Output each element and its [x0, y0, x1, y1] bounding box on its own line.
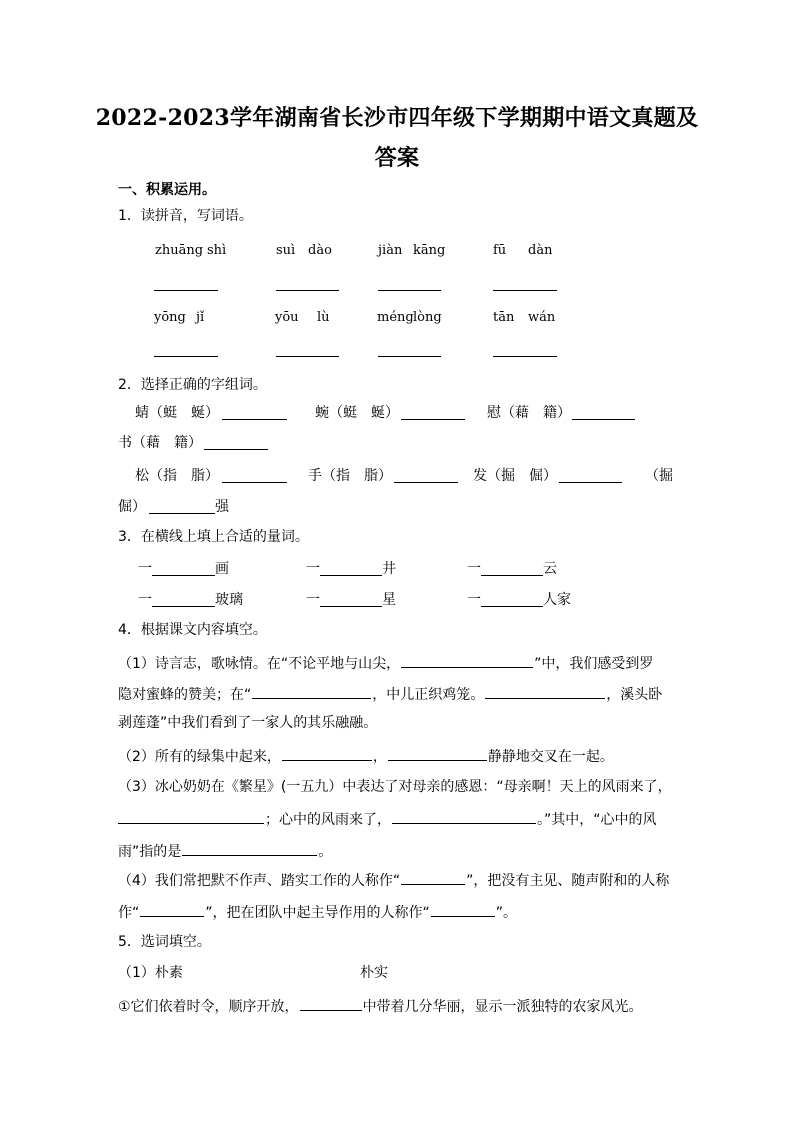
answer-blank[interactable]	[392, 808, 536, 824]
answer-blank[interactable]	[118, 808, 264, 824]
pinyin-syllable: lù	[317, 310, 330, 325]
word-choice-item: 发（掘 倔）	[473, 468, 557, 484]
measure-prefix: 一	[138, 561, 152, 577]
pinyin-syllable: méng	[377, 310, 414, 325]
text: （4）我们常把默不作声、踏实工作的人称作“	[118, 873, 401, 889]
text: ”，把没有主见、随声附和的人称	[466, 873, 670, 889]
pinyin-syllable: yōu	[275, 310, 299, 325]
answer-blank[interactable]	[154, 290, 218, 291]
question-2-prompt: 2．选择正确的字组词。	[118, 377, 267, 393]
text: （2）所有的绿集中起来，	[118, 749, 281, 765]
answer-blank[interactable]	[252, 683, 371, 699]
pinyin-syllable: tān	[493, 310, 515, 325]
answer-blank[interactable]	[152, 575, 215, 576]
answer-blank[interactable]	[394, 482, 458, 483]
answer-blank[interactable]	[222, 419, 287, 420]
word-choice-item: 手（指 脂）	[308, 468, 392, 484]
measure-prefix: 一	[467, 561, 481, 577]
pinyin-syllable: jǐ	[196, 310, 205, 325]
answer-blank[interactable]	[149, 513, 215, 514]
document-title-line-2: 答案	[374, 145, 420, 171]
word-option-2: 朴实	[360, 965, 388, 981]
measure-prefix: 一	[306, 592, 320, 608]
text: 。	[318, 844, 333, 860]
word-choice-item: 书（藉 籍）	[118, 435, 202, 451]
answer-blank[interactable]	[282, 745, 372, 761]
answer-blank[interactable]	[182, 840, 317, 856]
text: 。”其中，“心中的风	[537, 812, 657, 828]
question-5-prompt: 5．选词填空。	[118, 934, 211, 950]
pinyin-syllable: suì	[276, 243, 296, 258]
question-4-prompt: 4．根据课文内容填空。	[118, 622, 267, 638]
text: ，中儿正织鸡笼。	[372, 687, 485, 703]
answer-blank[interactable]	[204, 449, 268, 450]
text: 静静地交叉在一起。	[487, 749, 614, 765]
answer-blank[interactable]	[276, 290, 339, 291]
answer-blank[interactable]	[401, 652, 533, 668]
pinyin-syllable: shì	[207, 243, 227, 258]
answer-blank[interactable]	[493, 290, 557, 291]
text: ”中，我们感受到罗	[534, 656, 654, 672]
word-option-1: （1）朴素	[118, 965, 183, 981]
pinyin-syllable: dào	[308, 243, 332, 258]
word-choice-item: 蜻（蜓 蜒）	[135, 405, 219, 421]
q4-part3-line1: （3）冰心奶奶在《繁星》(一五九）中表达了对母亲的感恩：“母亲啊！天上的风雨来了，	[118, 779, 672, 795]
text: （1）诗言志，歌咏情。在“不论平地与山尖，	[118, 656, 401, 672]
answer-blank[interactable]	[378, 356, 441, 357]
answer-blank[interactable]	[485, 683, 605, 699]
pinyin-syllable: yōng	[154, 310, 186, 325]
q4-part3-line2	[118, 808, 657, 828]
document-title-line-1: 2022-2023学年湖南省长沙市四年级下学期期中语文真题及	[95, 105, 699, 131]
pinyin-syllable: zhuāng	[155, 243, 204, 258]
text: ①它们依着时令，顺序开放，	[118, 999, 299, 1015]
text: ”。	[495, 905, 518, 921]
answer-blank[interactable]	[388, 745, 487, 761]
question-1-prompt: 1．读拼音，写词语。	[118, 208, 253, 224]
answer-blank[interactable]	[481, 575, 543, 576]
answer-blank[interactable]	[431, 901, 495, 917]
answer-blank[interactable]	[154, 356, 218, 357]
answer-blank[interactable]	[378, 290, 441, 291]
measure-noun: 人家	[543, 592, 571, 608]
answer-blank[interactable]	[300, 995, 362, 1011]
q4-part2	[118, 745, 614, 765]
answer-blank[interactable]	[320, 606, 382, 607]
pinyin-syllable: kāng	[413, 243, 446, 258]
text: ”，把在团队中起主导作用的人称作“	[205, 905, 430, 921]
pinyin-syllable: jiàn	[378, 243, 403, 258]
answer-blank[interactable]	[493, 356, 557, 357]
answer-blank[interactable]	[222, 482, 287, 483]
pinyin-syllable: lòng	[413, 310, 442, 325]
measure-noun: 星	[382, 592, 396, 608]
word-choice-item: 松（指 脂）	[135, 468, 219, 484]
word-choice-item: （掘	[645, 468, 673, 484]
q4-part4-line2	[118, 901, 517, 921]
q4-part1-line1	[118, 652, 653, 672]
measure-noun: 画	[215, 561, 229, 577]
question-3-prompt: 3．在横线上填上合适的量词。	[118, 529, 309, 545]
answer-blank[interactable]	[481, 606, 543, 607]
answer-blank[interactable]	[140, 901, 204, 917]
pinyin-syllable: dàn	[528, 243, 553, 258]
text: 中带着几分华丽，显示一派独特的农家风光。	[362, 999, 643, 1015]
measure-prefix: 一	[467, 592, 481, 608]
q4-part1-line3: 剥莲蓬”中我们看到了一家人的其乐融融。	[118, 715, 378, 731]
answer-blank[interactable]	[401, 869, 465, 885]
answer-blank[interactable]	[572, 419, 635, 420]
measure-noun: 井	[382, 561, 396, 577]
measure-prefix: 一	[138, 592, 152, 608]
section-heading: 一、积累运用。	[118, 182, 216, 198]
answer-blank[interactable]	[276, 356, 339, 357]
text: ；心中的风雨来了，	[265, 812, 391, 828]
text: 作“	[118, 905, 140, 921]
measure-noun: 玻璃	[215, 592, 243, 608]
word-choice-item: 蜿（蜓 蜒）	[315, 405, 399, 421]
q5-sentence-1	[118, 995, 643, 1015]
q4-part4-line1	[118, 869, 669, 889]
answer-blank[interactable]	[401, 419, 465, 420]
answer-blank[interactable]	[559, 482, 622, 483]
word-choice-item: 慰（藉 籍）	[487, 405, 571, 421]
text: 雨”指的是	[118, 844, 182, 860]
answer-blank[interactable]	[152, 606, 215, 607]
pinyin-syllable: wán	[528, 310, 556, 325]
text: 隐对蜜蜂的赞美；在“	[118, 687, 252, 703]
text: ，溪头卧	[606, 687, 663, 703]
measure-noun: 云	[543, 561, 557, 577]
measure-prefix: 一	[306, 561, 320, 577]
pinyin-syllable: fū	[493, 243, 507, 258]
text: ，	[372, 749, 387, 765]
q4-part3-line3	[118, 840, 332, 860]
word-suffix: 强	[215, 499, 229, 515]
answer-blank[interactable]	[320, 575, 382, 576]
q4-part1-line2	[118, 683, 662, 703]
word-choice-item: 倔）	[118, 499, 146, 515]
